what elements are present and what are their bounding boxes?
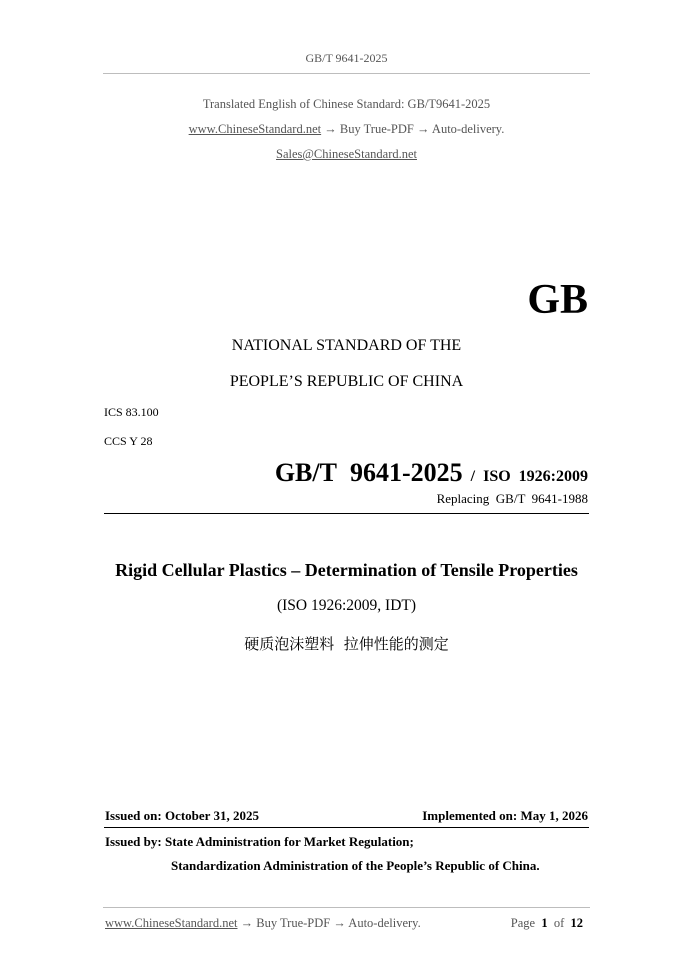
- standard-prefix: GB/T: [274, 458, 337, 487]
- title-rule: [104, 513, 589, 514]
- banner-line-translated: Translated English of Chinese Standard: GB/T9641-2025: [202, 97, 491, 111]
- running-header: GB/T 9641-2025: [305, 51, 388, 65]
- banner-email-link[interactable]: Sales@ChineseStandard.net: [276, 147, 417, 161]
- iso-separator: /: [470, 468, 476, 485]
- gb-logo: GB: [527, 277, 588, 323]
- iso-label: ISO: [483, 468, 511, 485]
- chinese-title: 硬质泡沫塑料 拉伸性能的测定: [244, 635, 449, 653]
- banner-line-buy: [0, 122, 693, 137]
- national-standard-line2: PEOPLE’S REPUBLIC OF CHINA: [229, 373, 464, 390]
- page-total: 12: [570, 916, 583, 930]
- page-word: Page: [510, 916, 536, 930]
- banner-site-link[interactable]: www.ChineseStandard.net: [188, 122, 322, 136]
- iso-reference: (ISO 1926:2009, IDT): [276, 597, 417, 614]
- footer-buy-text: → Buy True-PDF → Auto-delivery.: [237, 916, 421, 930]
- ics-code: ICS 83.100: [104, 405, 159, 419]
- standard-number: [0, 458, 588, 488]
- header-rule: [103, 73, 590, 74]
- iso-value: 1926:2009: [518, 468, 588, 485]
- footer-site-link[interactable]: www.ChineseStandard.net: [105, 916, 238, 930]
- banner-line-email: [0, 147, 693, 162]
- banner-buy-text: → Buy True-PDF → Auto-delivery.: [321, 122, 505, 136]
- dates-rule: [104, 827, 589, 828]
- of-word: of: [553, 916, 565, 930]
- issued-by-line1: Issued by: State Administration for Market Regulation;: [105, 834, 414, 849]
- page-number: 1: [541, 916, 548, 930]
- footer-rule: [103, 907, 590, 908]
- page-indicator: [0, 916, 583, 931]
- national-standard-line1: NATIONAL STANDARD OF THE: [231, 337, 462, 354]
- issued-on-date: Issued on: October 31, 2025: [105, 808, 259, 823]
- ccs-code: CCS Y 28: [104, 434, 153, 448]
- document-title: Rigid Cellular Plastics – Determination of Tensile Properties: [115, 560, 578, 580]
- issued-by-line2: Standardization Administration of the People’s Republic of China.: [171, 858, 540, 873]
- implemented-on-date: Implemented on: May 1, 2026: [422, 808, 588, 823]
- standard-value: 9641-2025: [349, 458, 463, 487]
- replacing-note: Replacing GB/T 9641-1988: [436, 491, 588, 506]
